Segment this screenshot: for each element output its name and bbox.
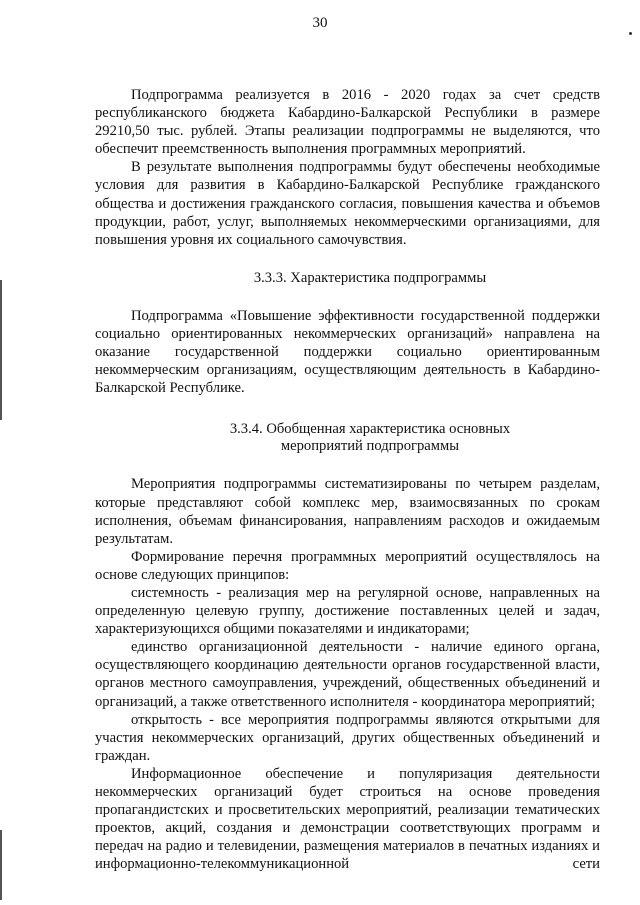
paragraph-information-support: Информационное обеспечение и популяризация деятельности некоммерческих организаций будет строиться на основе проведения пропагандистских и просветительских мероприятий, реализации тематических проектов, акций, создания и демонстрации соответствующих программ и передач на радио и телевидении, размещения материалов в печатных изданиях и информационно-телекоммуникационной сети	[95, 765, 600, 873]
paragraph-principle-unity: единство организационной деятельности - наличие единого органа, осуществляющего координацию деятельности органов государственной власти, органов местного самоуправления, учреждений, общественных объединений и организаций, а также ответственного исполнителя - координатора мероприятий;	[95, 639, 600, 710]
paragraph-principle-openness: открытость - все мероприятия подпрограммы являются открытыми для участия некоммерческих организаций, других общественных объединений и граждан.	[95, 711, 600, 764]
section-heading-334-line1: 3.3.4. Обобщенная характеристика основных	[229, 421, 511, 438]
binding-edge-mark	[0, 280, 5, 420]
section-heading-334-line2: мероприятий подпрограммы	[280, 438, 460, 455]
paragraph-subprogram-description: Подпрограмма «Повышение эффективности государственной поддержки социально ориентированных некоммерческих организаций» направлена на оказание государственной поддержки социально ориентированным некоммерческим организациям, осуществляющим деятельность в Кабардино-Балкарской Республике.	[95, 307, 600, 397]
section-heading-333: 3.3.3. Характеристика подпрограммы	[253, 269, 487, 286]
section-heading-334	[95, 421, 600, 455]
binding-edge-mark-bottom	[0, 830, 5, 900]
paragraph-principle-systemic: системность - реализация мер на регулярной основе, направленных на определенную целевую группу, достижение поставленных целей и задач, характеризующихся общими показателями и индикаторами;	[95, 584, 600, 638]
paragraph-results: В результате выполнения подпрограммы будут обеспечены необходимые условия для развития в Кабардино-Балкарской Республике гражданского общества и достижения гражданского согласия, повышения качества и объемов продукции, работ, услуг, выполняемых некоммерческими организациями, для повышения уровня их социального самочувствия.	[95, 159, 600, 248]
scan-speck	[629, 32, 632, 35]
paragraph-measures-systematized: Мероприятия подпрограммы систематизированы по четырем разделам, которые представляют собой комплекс мер, взаимосвязанных по срокам исполнения, объемам финансирования, направлениям расходов и ожидаемым результатам.	[95, 476, 600, 547]
paragraph-funding: Подпрограмма реализуется в 2016 - 2020 годах за счет средств республиканского бюджета Кабардино-Балкарской Республики в размере 29210,50 тыс. рублей. Этапы реализации подпрограммы не выделяются, что обеспечит преемственность выполнения программных мероприятий.	[95, 87, 600, 158]
page-number: 30	[312, 15, 328, 31]
paragraph-principles-intro: Формирование перечня программных мероприятий осуществлялось на основе следующих принципов:	[95, 548, 600, 583]
document-body	[95, 86, 600, 873]
